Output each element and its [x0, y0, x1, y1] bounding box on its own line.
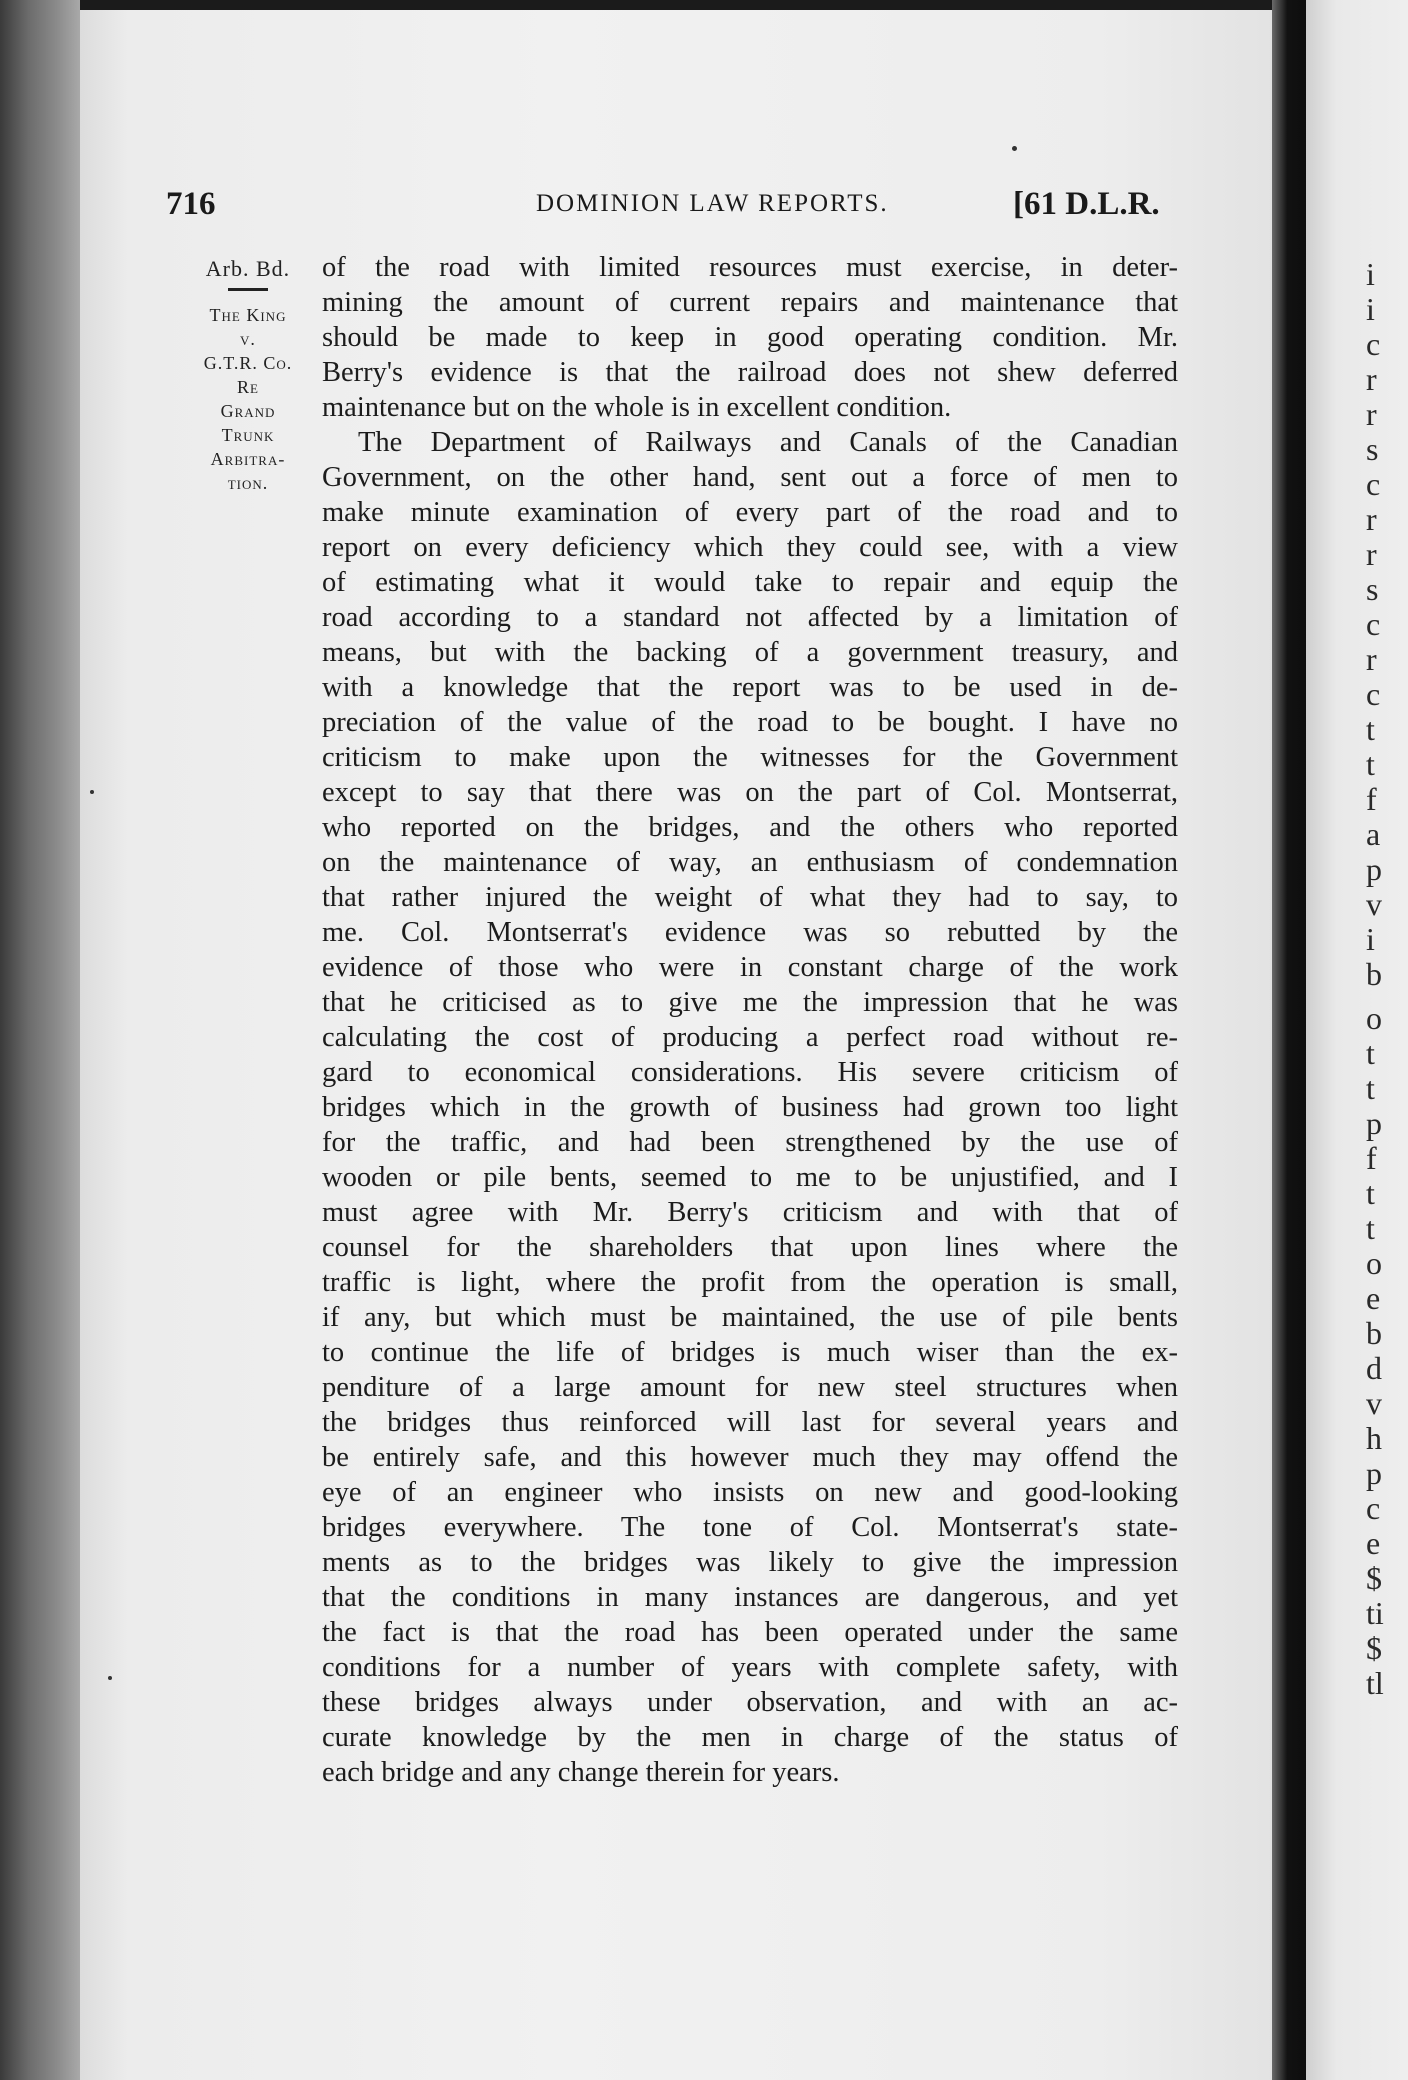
facing-page-char: d — [1366, 1350, 1382, 1386]
facing-page-char: p — [1366, 1105, 1382, 1141]
case-line: The King — [209, 305, 287, 325]
text-line: if any, but which must be maintained, the use of pile bents — [322, 1302, 1178, 1333]
facing-page-char: t — [1366, 1035, 1375, 1071]
text-line: that he criticised as to give me the impression that he was — [322, 987, 1178, 1018]
print-speck — [1012, 146, 1017, 151]
print-speck — [90, 790, 94, 794]
case-line: Arbitra- — [210, 449, 286, 469]
text-line: gard to economical considerations. His severe criticism of — [322, 1057, 1178, 1088]
print-speck — [108, 1676, 112, 1680]
text-line: counsel for the shareholders that upon lines where the — [322, 1232, 1178, 1263]
facing-page-char: c — [1366, 676, 1381, 712]
facing-page-char: h — [1366, 1420, 1382, 1456]
text-line: Government, on the other hand, sent out a force of men to — [322, 462, 1178, 493]
text-line: of estimating what it would take to repair and equip the — [322, 567, 1178, 598]
running-title: DOMINION LAW REPORTS. — [536, 190, 889, 217]
facing-page-char: r — [1366, 536, 1377, 572]
case-line: v. — [240, 329, 256, 349]
case-line: Grand — [220, 401, 276, 421]
text-line: calculating the cost of producing a perfect road without re- — [322, 1022, 1178, 1053]
text-line: of the road with limited resources must exercise, in deter- — [322, 252, 1178, 283]
facing-page-char: r — [1366, 396, 1377, 432]
facing-page-char: c — [1366, 606, 1381, 642]
text-line: eye of an engineer who insists on new and good-looking — [322, 1477, 1178, 1508]
body-text — [322, 250, 1178, 1790]
text-line: bridges everywhere. The tone of Col. Montserrat's state- — [322, 1512, 1178, 1543]
text-line: that the conditions in many instances are dangerous, and yet — [322, 1582, 1178, 1613]
facing-page-char: b — [1366, 1315, 1382, 1351]
facing-page-char: r — [1366, 501, 1377, 537]
text-line: The Department of Railways and Canals of the Canadian — [358, 427, 1178, 458]
facing-page-char: o — [1366, 1000, 1382, 1036]
facing-page-char: t — [1366, 711, 1375, 747]
facing-page-char: p — [1366, 851, 1382, 887]
text-line: each bridge and any change therein for years. — [322, 1757, 840, 1788]
text-line: evidence of those who were in constant charge of the work — [322, 952, 1178, 983]
margin-sidenote — [178, 256, 318, 495]
text-line: for the traffic, and had been strengthened by the use of — [322, 1127, 1178, 1158]
text-line: means, but with the backing of a government treasury, and — [322, 637, 1178, 668]
text-line: Berry's evidence is that the railroad does not shew deferred — [322, 357, 1178, 388]
facing-page-char: c — [1366, 466, 1381, 502]
facing-page-char: s — [1366, 431, 1379, 467]
facing-page-char: v — [1366, 886, 1382, 922]
text-line: preciation of the value of the road to be bought. I have no — [322, 707, 1178, 738]
book-spine-edge — [0, 0, 80, 2080]
book-gutter — [1272, 0, 1306, 2080]
case-line: Re — [237, 377, 259, 397]
facing-page-char: o — [1366, 1245, 1382, 1281]
facing-page-char: i — [1366, 291, 1375, 327]
volume-citation: [61 D.L.R. — [1013, 186, 1160, 222]
case-line: G.T.R. Co. — [203, 353, 293, 373]
text-line: except to say that there was on the part of Col. Montserrat, — [322, 777, 1178, 808]
facing-page-char: v — [1366, 1385, 1382, 1421]
facing-page-char: f — [1366, 781, 1377, 817]
text-line: traffic is light, where the profit from the operation is small, — [322, 1267, 1178, 1298]
facing-page-char: ti — [1366, 1595, 1384, 1631]
text-line: who reported on the bridges, and the others who reported — [322, 812, 1178, 843]
text-line: the bridges thus reinforced will last for several years and — [322, 1407, 1178, 1438]
facing-page-char: tl — [1366, 1665, 1384, 1701]
text-line: conditions for a number of years with complete safety, with — [322, 1652, 1178, 1683]
facing-page-char: r — [1366, 641, 1377, 677]
text-line: penditure of a large amount for new steel structures when — [322, 1372, 1178, 1403]
facing-page-char: t — [1366, 746, 1375, 782]
text-line: with a knowledge that the report was to be used in de- — [322, 672, 1178, 703]
facing-page-char: p — [1366, 1455, 1382, 1491]
case-name — [178, 303, 318, 495]
text-line: these bridges always under observation, and with an ac- — [322, 1687, 1178, 1718]
text-line: mining the amount of current repairs and maintenance that — [322, 287, 1178, 318]
text-line: the fact is that the road has been operated under the same — [322, 1617, 1178, 1648]
case-line: Trunk — [221, 425, 275, 445]
text-line: be entirely safe, and this however much they may offend the — [322, 1442, 1178, 1473]
facing-page-char: s — [1366, 571, 1379, 607]
facing-page-char: i — [1366, 921, 1375, 957]
facing-page-char: f — [1366, 1140, 1377, 1176]
text-line: me. Col. Montserrat's evidence was so rebutted by the — [322, 917, 1178, 948]
facing-page-char: a — [1366, 816, 1381, 852]
sidenote-rule — [228, 288, 268, 291]
facing-page-char: $ — [1366, 1630, 1382, 1666]
text-line: maintenance but on the whole is in excellent condition. — [322, 392, 952, 423]
text-line: bridges which in the growth of business had grown too light — [322, 1092, 1178, 1123]
court-label: Arb. Bd. — [205, 256, 291, 281]
facing-page-char: i — [1366, 256, 1375, 292]
facing-page-char: r — [1366, 361, 1377, 397]
facing-page-char: e — [1366, 1525, 1381, 1561]
facing-page-char: t — [1366, 1175, 1375, 1211]
facing-page-char: c — [1366, 1490, 1381, 1526]
facing-page-char: t — [1366, 1070, 1375, 1106]
page-number: 716 — [166, 186, 216, 222]
text-line: must agree with Mr. Berry's criticism and with that of — [322, 1197, 1178, 1228]
facing-page-char: e — [1366, 1280, 1381, 1316]
facing-page-char: t — [1366, 1210, 1375, 1246]
text-line: should be made to keep in good operating condition. Mr. — [322, 322, 1178, 353]
facing-page-char: $ — [1366, 1560, 1382, 1596]
text-line: that rather injured the weight of what they had to say, to — [322, 882, 1178, 913]
case-line: tion. — [227, 473, 269, 493]
text-line: criticism to make upon the witnesses for the Government — [322, 742, 1178, 773]
facing-page-char: b — [1366, 956, 1382, 992]
text-line: report on every deficiency which they could see, with a view — [322, 532, 1178, 563]
facing-page-edge — [1306, 0, 1408, 2080]
text-line: to continue the life of bridges is much wiser than the ex- — [322, 1337, 1178, 1368]
page-header — [0, 186, 1408, 226]
text-line: curate knowledge by the men in charge of the status of — [322, 1722, 1178, 1753]
text-line: make minute examination of every part of the road and to — [322, 497, 1178, 528]
text-line: wooden or pile bents, seemed to me to be unjustified, and I — [322, 1162, 1178, 1193]
text-line: on the maintenance of way, an enthusiasm of condemnation — [322, 847, 1178, 878]
text-line: ments as to the bridges was likely to give the impression — [322, 1547, 1178, 1578]
facing-page-char: c — [1366, 326, 1381, 362]
text-line: road according to a standard not affected by a limitation of — [322, 602, 1178, 633]
